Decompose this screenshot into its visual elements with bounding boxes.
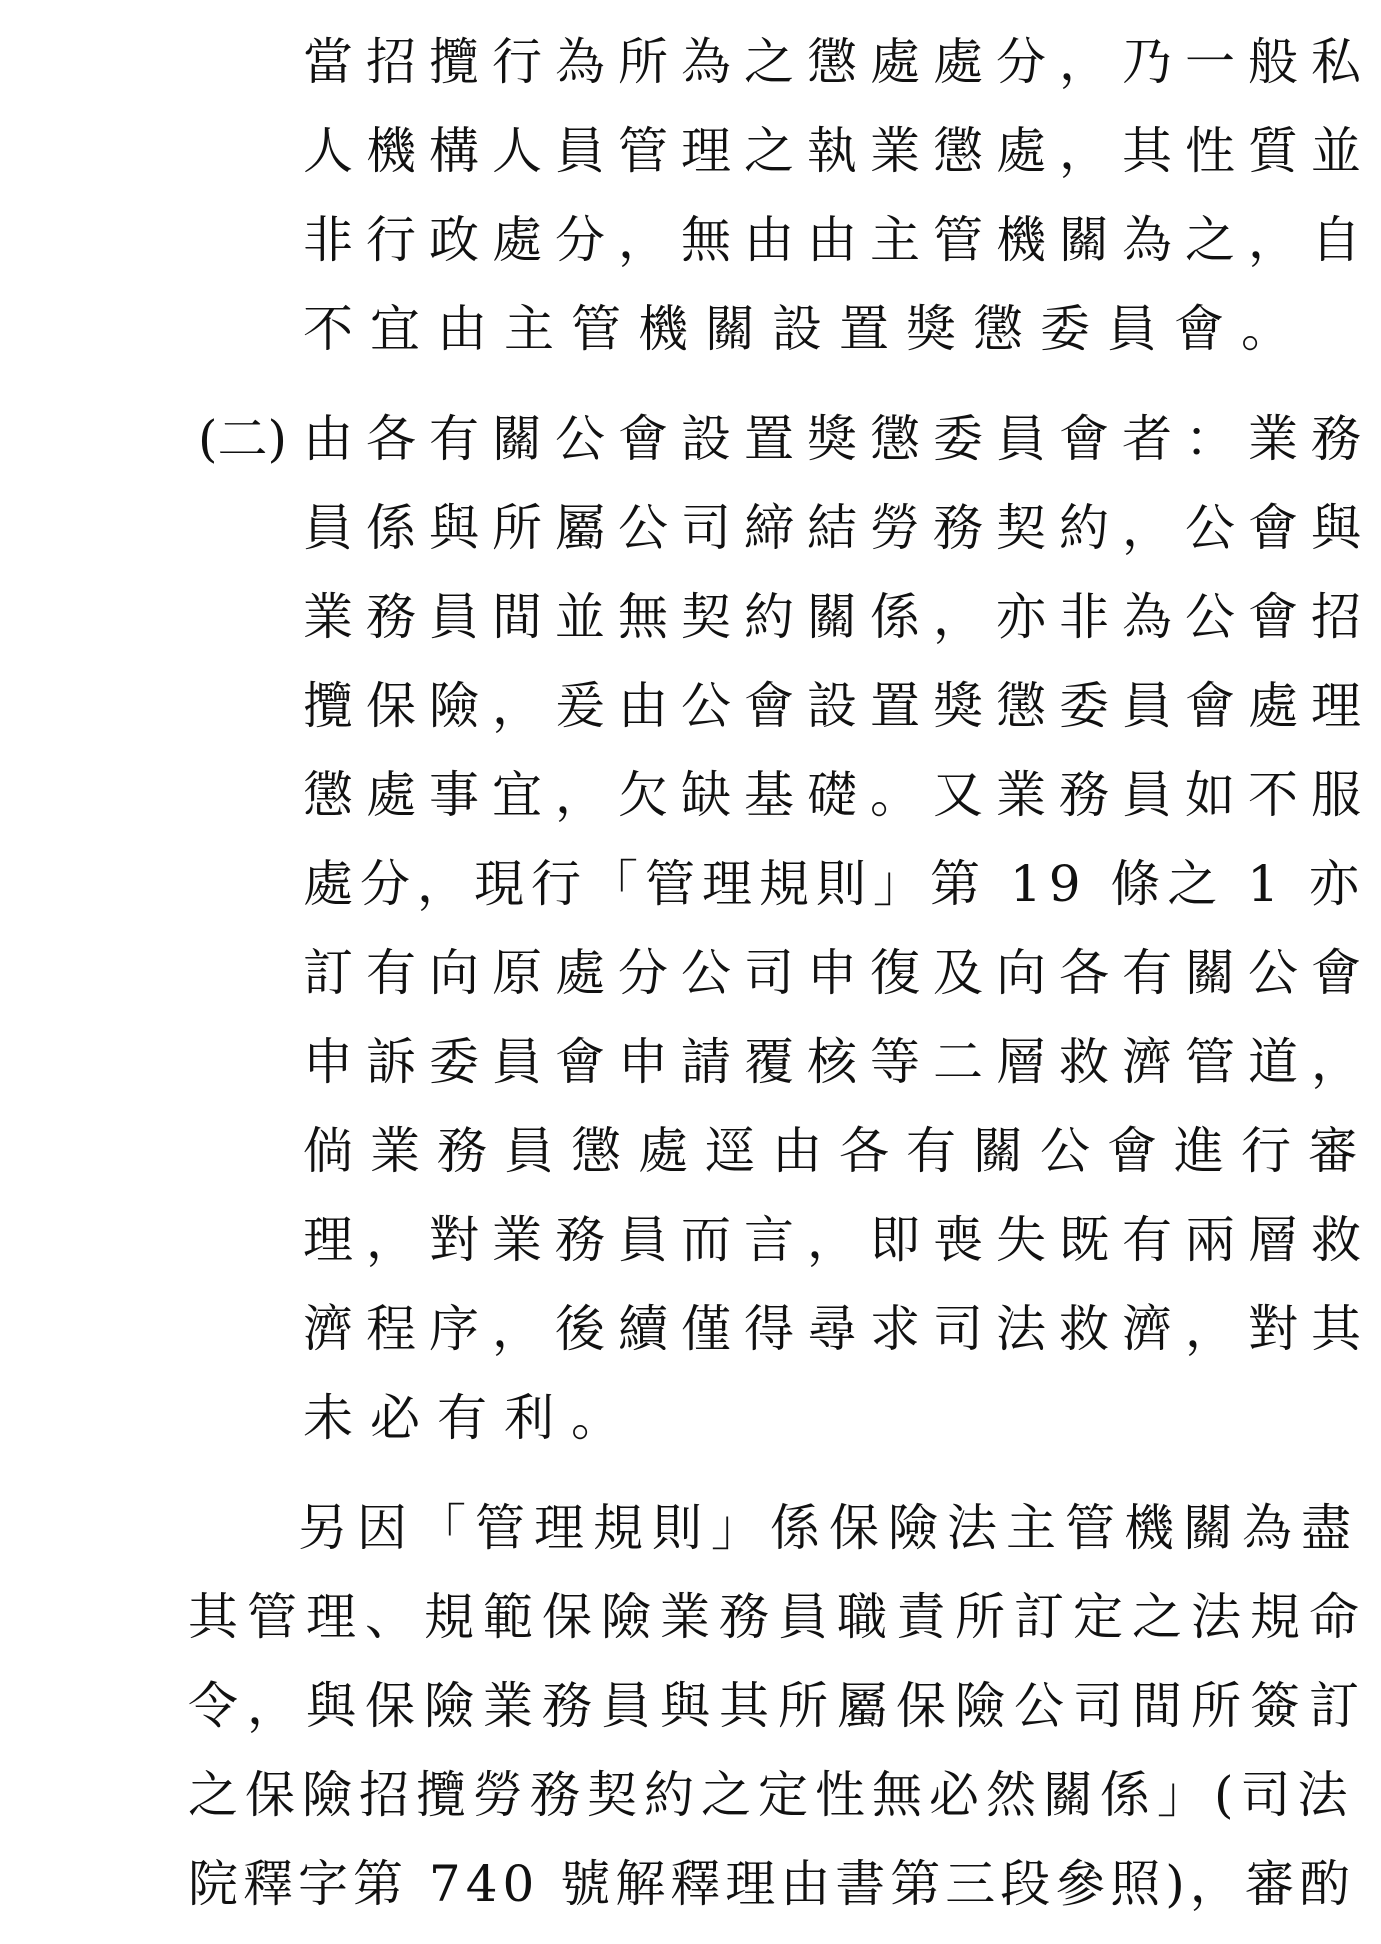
text-line: 未必有利。 xyxy=(303,1389,638,1447)
text-line: 訂有向原處分公司申復及向各有關公會 xyxy=(303,944,1374,1002)
text-line: 員係與所屬公司締結勞務契約，公會與 xyxy=(303,499,1374,557)
text-line: 之保險招攬勞務契約之定性無必然關係」(司法 xyxy=(188,1766,1355,1824)
text-line: 倘業務員懲處逕由各有關公會進行審 xyxy=(303,1122,1375,1180)
text-line: 其管理、規範保險業務員職責所訂定之法規命 xyxy=(188,1588,1368,1646)
text-line: 濟程序，後續僅得尋求司法救濟，對其 xyxy=(303,1300,1374,1358)
section-marker: (二) xyxy=(198,410,288,468)
text-line: 懲處事宜，欠缺基礎。又業務員如不服 xyxy=(303,766,1374,824)
text-line: 當招攬行為所為之懲處處分，乃一般私 xyxy=(303,33,1374,91)
text-line: 非行政處分，無由由主管機關為之，自 xyxy=(303,211,1374,269)
text-line: 人機構人員管理之執業懲處，其性質並 xyxy=(303,122,1374,180)
text-line: 不宜由主管機關設置獎懲委員會。 xyxy=(303,300,1308,358)
text-line: 處分，現行「管理規則」第 19 條之 1 亦 xyxy=(303,855,1367,913)
paragraph-first-line: 另因「管理規則」係保險法主管機關為盡 xyxy=(298,1499,1360,1557)
text-line: 申訴委員會申請覆核等二層救濟管道， xyxy=(303,1033,1374,1091)
text-line: 院釋字第 740 號解釋理由書第三段參照)，審酌 xyxy=(188,1855,1355,1913)
text-line: 由各有關公會設置獎懲委員會者：業務 xyxy=(303,410,1374,468)
text-line: 理，對業務員而言，即喪失既有兩層救 xyxy=(303,1211,1374,1269)
text-line: 攬保險，爰由公會設置獎懲委員會處理 xyxy=(303,677,1374,735)
text-line: 令，與保險業務員與其所屬保險公司間所簽訂 xyxy=(188,1677,1368,1735)
text-line: 業務員間並無契約關係，亦非為公會招 xyxy=(303,588,1374,646)
